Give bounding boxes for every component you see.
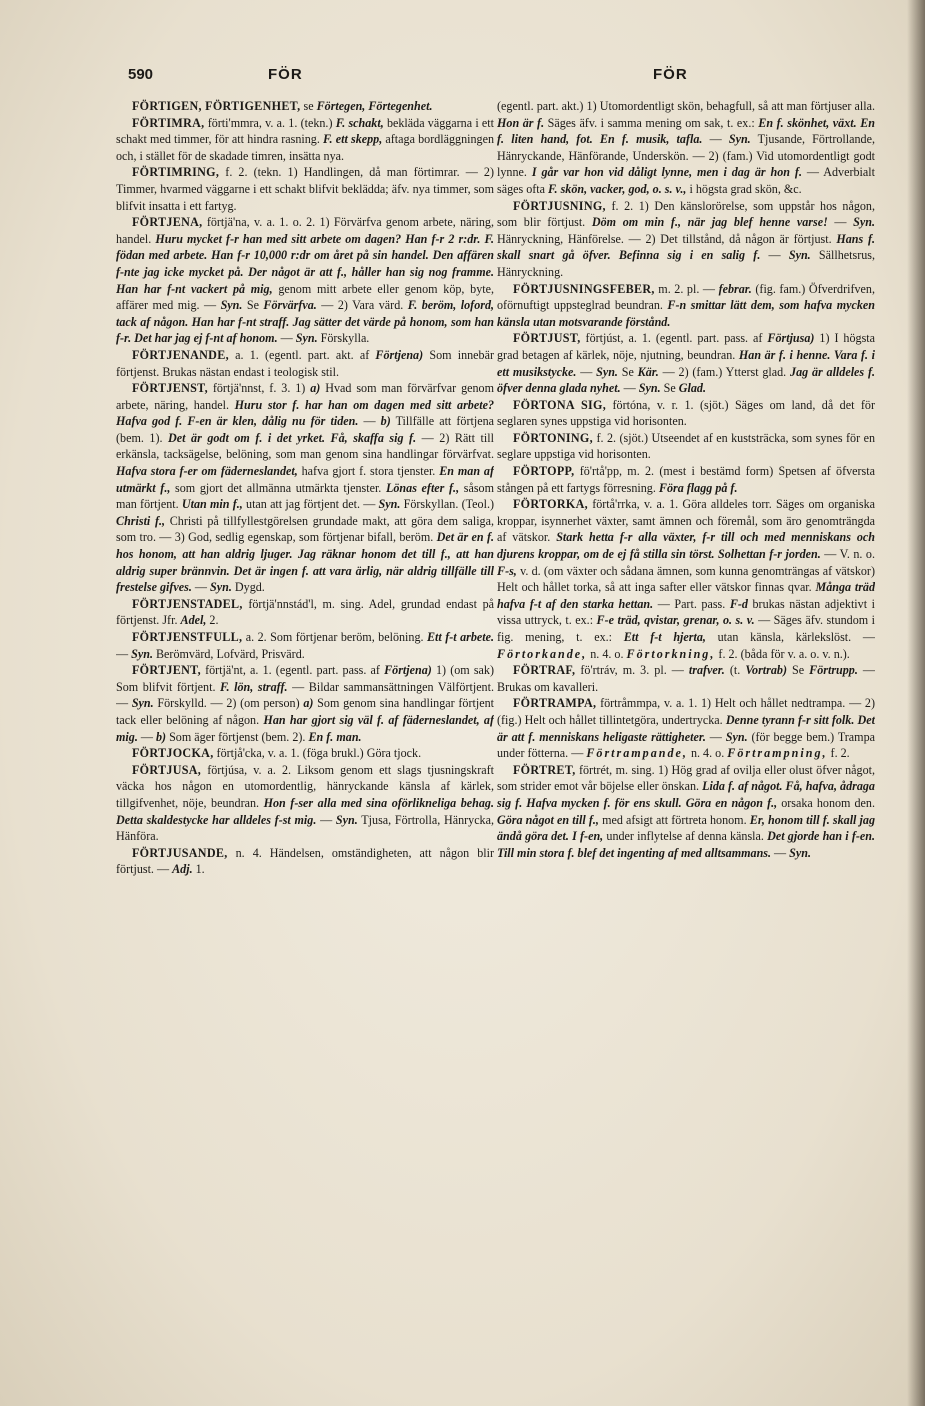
entry-example: Syn. <box>210 580 232 595</box>
entry-text: aftaga bordläggningen och, i stället för de skadade timren, insätta nya. <box>116 132 494 163</box>
page-number: 590 <box>128 66 154 83</box>
entry-example: Jag är alldeles f. öfver denna glada nyhet. <box>497 364 875 396</box>
entry-example: Förtrampning, <box>727 746 828 761</box>
entry-text: utan känsla, kärlekslöst. — <box>705 630 875 644</box>
entry-example: Lida f. af något. Få, hafva, ådraga sig f. Hafva mycken f. för ens skull. Göra en någon f., <box>497 779 875 810</box>
entry-text: Förskyllan. (Teol.) <box>400 497 494 512</box>
entry-text: förtjúst, a. 1. (egentl. part. pass. af <box>580 331 768 346</box>
entry-example: Syn. <box>131 646 153 661</box>
entry-example: Huru stor f. har han om dagen med sitt arbete? Hafva god f. F-en är klen, dålig nu för tiden. <box>116 397 494 429</box>
dictionary-entry <box>116 662 494 745</box>
entry-text: som gjort det allmänna utmärkta tjenster. <box>170 480 386 495</box>
entry-text: n. 4. Händelsen, omständigheten, att någon blir förtjust. — <box>116 845 494 877</box>
entry-headword: FÖRTJUST, <box>513 331 581 346</box>
entry-example: Utan min f., <box>181 497 243 512</box>
entry-example: Syn. <box>131 696 154 711</box>
entry-text: Hvad som man förvärfvar genom arbete, näring, handel. <box>116 381 494 412</box>
dictionary-entry <box>116 214 494 347</box>
entry-text: Se <box>242 298 264 313</box>
entry-text: f. 2. (tekn. 1) Handlingen, då man förtimrar. — 2) Timmer, hvarmed väggarne i ett schakt blifvit beklädda; äfv. nya timmer, som blifvit insatta i ett fartyg. <box>116 165 494 213</box>
entry-text: Som innebär förtjenst. Brukas nästan endast i teologisk stil. <box>116 347 494 379</box>
entry-headword: FÖRTRET, <box>513 762 576 777</box>
entry-text: f. 2. (båda för v. a. o. v. n.). <box>715 646 850 661</box>
entry-headword: FÖRTJENANDE, <box>132 347 229 362</box>
entry-text: förtrét, m. sing. 1) Hög grad af ovilja eller olust öfver något, som strider emot vår böjelse eller önskan. <box>497 762 875 794</box>
entry-headword: FÖRTJUSANDE, <box>132 845 228 860</box>
entry-example: Syn. <box>638 381 661 396</box>
entry-headword: FÖRTJOCKA, <box>132 746 214 761</box>
entry-example: Denne tyrann f-r sitt folk. Det är att f. menniskans heligaste rättigheter. <box>497 712 875 744</box>
entry-text: 1. <box>192 862 205 877</box>
entry-headword: FÖRTIGEN, FÖRTIGENHET, <box>132 99 301 113</box>
running-headword-left: FÖR <box>268 66 303 83</box>
entry-text: genom mitt arbete eller genom köp, byte, affärer med mig. — <box>116 281 494 313</box>
entry-text: n. 4. o. <box>587 646 627 661</box>
entry-example: Ett f-t arbete. <box>426 630 494 644</box>
entry-text: Tjusande, Förtrollande, Hänryckande, Hänförande, Underskön. — 2) (fam.) Vid utomordentligt godt lynne. <box>497 132 875 180</box>
entry-text: förtråmmpa, v. a. 1. 1) Helt och hållet nedtrampa. — 2) (fig.) Helt och hållet tillintetgöra, undertrycka. <box>497 696 875 727</box>
entry-example: Lönas efter f., <box>385 480 460 495</box>
dictionary-entry <box>116 98 494 115</box>
entry-text: Se <box>786 663 810 678</box>
entry-headword: FÖRTJENT, <box>132 663 201 678</box>
entry-text: utan att jag förtjent det. — <box>242 497 379 512</box>
right-column <box>497 98 875 1388</box>
entry-text: Christi på tillfyllestgörelsen grundade makt, att göra dem saliga, som tro. — 3) God, sedlig egenskap, som förtjenar bifall, beröm. <box>116 513 494 545</box>
entry-text: — <box>827 215 854 230</box>
entry-example: Det är godt om f. i det yrket. Få, skaffa sig f. <box>168 430 417 445</box>
entry-example: Förtegen, Förtegenhet. <box>316 99 433 113</box>
dictionary-entry <box>497 662 875 695</box>
entry-example: trafver. <box>688 663 725 678</box>
entry-example: Vortrab) <box>745 663 787 678</box>
entry-example: Syn. <box>853 215 875 230</box>
entry-text: — Adverbialt säges ofta <box>497 165 875 196</box>
entry-example: Adj. <box>172 862 193 877</box>
entry-text: — Brukas om kavalleri. <box>497 663 875 694</box>
entry-example: Göra något en till f., <box>497 812 599 827</box>
entry-example: F. skön, vacker, god, o. s. v., <box>548 181 687 196</box>
entry-text: Som genom sina handlingar förtjent tack eller belöning af någon. <box>116 696 494 727</box>
entry-text: — <box>760 248 789 263</box>
entry-example: Döm om min f., när jag blef henne varse! <box>591 215 828 230</box>
entry-text: brukas nästan adjektivt i vissa uttryck, t. ex.: <box>497 596 875 628</box>
entry-text: (för begge bem.) Trampa under fötterna. — <box>497 729 875 761</box>
entry-example: F-s, <box>497 563 517 578</box>
entry-example: Många träd hafva f-t af den starka hettan. <box>497 580 875 611</box>
entry-text: 1) I högsta grad betagen af kärlek, nöje, njutning, beundran. <box>497 331 875 362</box>
entry-example: Syn. <box>596 364 618 379</box>
entry-example: Hafva stora f-er om fäderneslandet, <box>116 464 298 479</box>
entry-example: Syn. <box>725 729 748 744</box>
entry-text: Tillfälle att förtjena (bem. 1). <box>116 414 494 445</box>
entry-example: F-n smittar lätt dem, som hafva mycken känsla utan motsvarande förstånd. <box>497 298 875 329</box>
entry-headword: FÖRTRAF, <box>513 663 576 678</box>
entry-text: under inflytelse af denna känsla. <box>603 829 768 844</box>
entry-text: — <box>771 845 790 860</box>
dictionary-entry <box>116 745 494 762</box>
entry-example: Föra flagg på f. <box>658 480 738 495</box>
entry-text: m. 2. pl. — <box>654 281 719 296</box>
entry-text: Förskylla. <box>317 331 370 346</box>
entry-example: Christi f., <box>116 513 166 528</box>
entry-headword: FÖRTJENSTADEL, <box>132 596 243 611</box>
entry-text: — <box>705 729 726 744</box>
dictionary-entry <box>497 330 875 396</box>
entry-text: förtjä'nnstád'l, m. sing. Adel, grundad endast på förtjenst. Jfr. <box>116 596 494 628</box>
entry-text: — <box>576 364 597 379</box>
entry-example: Ett f-t hjerta, <box>623 630 706 644</box>
entry-example: F-d <box>729 596 748 611</box>
entry-example: F. beröm, loford, tack af någon. Han har f-nt straff. Jag sätter det värde på honom, som han f-r. Det har jag ej f-nt af honom. <box>116 298 494 346</box>
entry-example: Det gjorde han i f-en. Till min stora f. blef det ingenting af med alltsammans. <box>497 829 875 860</box>
entry-text: förtjúsa, v. a. 2. Liksom genom ett slags tjusningskraft väcka hos någon en utomordentlig, hänryckande känsla af kärlek, tillgifvenhet, nöje, beundran. <box>116 762 494 810</box>
entry-text: — <box>316 812 336 827</box>
entry-text: — <box>702 132 729 147</box>
entry-example: En man af utmärkt f., <box>116 464 494 495</box>
page-header <box>0 66 925 92</box>
entry-headword: FÖRTJENA, <box>132 215 203 230</box>
entry-headword: FÖRTONA SIG, <box>513 397 607 412</box>
entry-example: Stark hetta f-r alla växter, f-r till och med menniskans och djurens kroppar, om de ej få stilla sin törst. Solhettan f-r jorden. <box>497 530 875 562</box>
entry-example: Huru mycket f-r han med sitt arbete om dagen? Han f-r 2 r:dr. F. födan med arbete. Han f-r 10,000 r:dr om året på sin handel. Den affären f-nte jag icke mycket på. Der något är att f., håller han sig nog framme. Han har f-nt vackert på mig, <box>116 231 494 296</box>
entry-example: Er, honom till f. skall jag ändå göra det. I f-en, <box>497 812 875 844</box>
dictionary-entry <box>497 762 875 862</box>
entry-example: Han är f. i henne. Vara f. i ett musikstycke. <box>497 347 875 379</box>
entry-text: Dygd. <box>231 580 265 595</box>
entry-text: förtå'rrka, v. a. 1. Göra alldeles torr. Säges om organiska kroppar, isynnerhet växter, samt ämnen och föremål, som äro genomträngda af vätskor. <box>497 497 875 545</box>
entry-example: Syn. <box>378 497 401 512</box>
entry-example: Syn. <box>220 298 243 313</box>
dictionary-entry <box>116 596 494 629</box>
dictionary-entry <box>116 380 494 596</box>
entry-example: I går var hon vid dåligt lynne, men i dag är hon f. <box>531 165 802 180</box>
entry-example: En f. man. <box>308 729 362 744</box>
entry-text: förti'mmra, v. a. 1. (tekn.) <box>204 115 336 130</box>
entry-text: Se <box>660 381 679 396</box>
entry-text: — Bildar sammansättningen Välförtjent. — <box>116 679 494 711</box>
entry-example: Förtjena) <box>375 347 424 362</box>
dictionary-entry <box>116 762 494 845</box>
entry-text: — V. n. o. <box>820 547 875 562</box>
dictionary-entry <box>116 115 494 165</box>
entry-text: n. 4. o. <box>687 746 728 761</box>
entry-example: Han har gjort sig väl f. af fäderneslandet, af mig. <box>116 712 494 744</box>
entry-text: förtjä'na, v. a. 1. o. 2. 1) Förvärfva genom arbete, näring, handel. <box>116 215 494 246</box>
dictionary-entry <box>497 98 875 198</box>
entry-example: a) <box>303 696 314 711</box>
entry-headword: FÖRTIMRING, <box>132 165 220 180</box>
dictionary-entry <box>497 281 875 331</box>
entry-text: bekläda väggarna i ett schakt med timmer, för att hindra rasning. <box>116 115 494 147</box>
entry-text: förtjå'cka, v. a. 1. (föga brukl.) Göra tjock. <box>213 746 422 761</box>
entry-text: — 2) Vara värd. <box>316 298 408 313</box>
entry-example: Förtrampande, <box>586 746 688 761</box>
entry-text: — 2) Rätt till erkänsla, tacksägelse, belöning, som man genom sina handlingar förvärfvat. <box>116 430 494 462</box>
entry-example: Syn. <box>788 248 811 263</box>
entry-example: Det är en f. hos honom, att han aldrig ljuger. Jag räknar honom det till f., att han aldrig super brännvin. Det är ingen f. att vara ärlig, när aldrig tillfälle till frestelse gifves. <box>116 530 494 595</box>
entry-text: Sällhetsrus, Hänryckning. <box>497 248 875 279</box>
dictionary-entry <box>116 629 494 662</box>
entry-text: — <box>620 381 639 396</box>
entry-example: Syn. <box>789 845 812 860</box>
entry-text: Hänryckning, Hänförelse. — 2) Det tillstånd, då någon är förtjust. <box>497 231 837 246</box>
entry-example: b) <box>380 414 391 429</box>
entry-text: med afsigt att förtreta honom. <box>598 812 750 827</box>
entry-text: förtjä'nnst, f. 3. 1) <box>207 381 311 396</box>
entry-text: fö'rtå'pp, m. 2. (mest i bestämd form) Spetsen af öfversta stången på ett fartygs förresning. <box>497 464 875 495</box>
entry-text: — <box>277 331 296 346</box>
dictionary-entry <box>497 463 875 496</box>
entry-text: — <box>358 414 381 429</box>
entry-example: F. schakt, <box>335 115 384 130</box>
entry-text: — <box>191 580 211 595</box>
entry-example: a) <box>310 381 321 396</box>
entry-example: Adel, <box>180 613 207 628</box>
entry-headword: FÖRTJUSA, <box>132 762 202 777</box>
entry-text: Tjusa, Förtrolla, Hänrycka, Hänföra. <box>116 812 494 844</box>
page-edge-shadow <box>907 0 925 1406</box>
entry-example: Förvärfva. <box>263 298 317 313</box>
entry-text: Berömvärd, Lofvärd, Prisvärd. <box>152 646 305 661</box>
entry-text: v. d. (om växter och sådana ämnen, som kunna genomträngas af vätskor) Helt och hållet torka, så att inga safter eller vätskor finnas qvar. <box>497 563 875 595</box>
entry-example: Hans f. skall snart gå öfver. Befinna sig i en salig f. <box>497 231 875 263</box>
entry-text: — Säges äfv. stundom i fig. mening, t. ex.: <box>497 613 875 644</box>
entry-headword: FÖRTRAMPA, <box>513 696 597 711</box>
left-column <box>116 98 494 1388</box>
entry-headword: FÖRTJENSTFULL, <box>132 630 243 644</box>
entry-example: Förtjena) <box>384 663 432 678</box>
entry-text: se <box>300 99 317 113</box>
dictionary-entry <box>497 430 875 463</box>
entry-headword: FÖRTORKA, <box>513 497 588 512</box>
entry-example: Förtorkning, <box>626 646 716 661</box>
entry-example: Hon f-ser alla med sina oförlikneliga behag. Detta skaldestycke har alldeles f-st mig. <box>116 795 494 827</box>
entry-example: Förtjusa) <box>767 331 815 346</box>
entry-example: Förtorkande, <box>497 646 588 661</box>
entry-text: f. 2. <box>827 746 850 761</box>
entry-text: Se <box>617 364 638 379</box>
entry-text: — Part. pass. <box>653 596 730 611</box>
entry-example: F. ett skepp, <box>323 132 383 147</box>
dictionary-entry <box>497 198 875 281</box>
entry-headword: FÖRTIMRA, <box>132 115 205 130</box>
entry-example: Syn. <box>728 132 751 147</box>
entry-text: — <box>116 646 132 661</box>
entry-headword: FÖRTONING, <box>513 430 593 445</box>
entry-text: Säges äfv. i samma mening om sak, t. ex.: <box>544 115 759 130</box>
entry-example: Hon är f. <box>497 115 545 130</box>
entry-headword: FÖRTJENST, <box>132 381 208 396</box>
entry-headword: FÖRTJUSNING, <box>513 198 606 213</box>
running-headword-right: FÖR <box>653 66 688 83</box>
entry-text: förtjä'nt, a. 1. (egentl. part. pass. af <box>200 663 385 678</box>
entry-text: förtóna, v. r. 1. (sjöt.) Säges om land, då det för seglaren synes uppstiga vid horisonten. <box>497 397 875 429</box>
entry-text: f. 2. 1) Den känslorörelse, som uppstår hos någon, som blir förtjust. <box>497 198 875 230</box>
entry-text: (t. <box>724 663 746 678</box>
dictionary-entry <box>116 347 494 380</box>
entry-text: (egentl. part. akt.) 1) Utomordentligt skön, behagfull, så att man förtjuser alla. <box>497 99 875 113</box>
entry-headword: FÖRTOPP, <box>513 464 575 479</box>
entry-example: F-e träd, qvistar, grenar, o. s. v. <box>596 613 755 628</box>
entry-example: b) <box>155 729 167 744</box>
entry-text: 1) (om sak) Som blifvit förtjent. <box>116 663 494 694</box>
entry-text: Som äger förtjenst (bem. 2). <box>166 729 309 744</box>
entry-text: a. 2. Som förtjenar beröm, belöning. <box>242 630 427 644</box>
entry-example: Glad. <box>678 381 706 396</box>
dictionary-entry <box>497 695 875 761</box>
dictionary-entry <box>116 845 494 878</box>
entry-example: Förtrupp. <box>809 663 858 678</box>
entry-example: En f. skönhet, växt. En f. liten hand, fot. En f. musik, tafla. <box>497 115 875 147</box>
entry-example: F. lön, straff. <box>220 679 288 694</box>
entry-text: 2. <box>206 613 219 628</box>
entry-example: Syn. <box>295 331 318 346</box>
entry-text: fö'rtráv, m. 3. pl. — <box>575 663 689 678</box>
entry-text: i högsta grad skön, &c. <box>686 181 802 196</box>
entry-text: orsaka honom den. <box>777 795 875 810</box>
entry-text: Förskylld. — 2) (om person) <box>153 696 304 711</box>
entry-text: (fig. fam.) Öfverdrifven, oförnuftigt uppsteglrad beundran. <box>497 281 875 313</box>
dictionary-entry <box>497 496 875 662</box>
dictionary-entry <box>116 164 494 214</box>
entry-text: a. 1. (egentl. part. akt. af <box>228 347 376 362</box>
entry-example: Syn. <box>335 812 358 827</box>
dictionary-entry <box>497 397 875 430</box>
entry-headword: FÖRTJUSNINGSFEBER, <box>513 281 655 296</box>
entry-text: såsom man förtjent. <box>116 480 494 512</box>
entry-example: Kär. <box>637 364 659 379</box>
entry-example: febrar. <box>718 281 752 296</box>
entry-text: f. 2. (sjöt.) Utseendet af en kuststräcka, som synes för en seglare uppstiga vid horisonten. <box>497 430 875 462</box>
entry-text: hafva gjort f. stora tjenster. <box>297 464 440 479</box>
entry-text: — <box>137 729 156 744</box>
entry-text: — 2) (fam.) Ytterst glad. <box>658 364 791 379</box>
